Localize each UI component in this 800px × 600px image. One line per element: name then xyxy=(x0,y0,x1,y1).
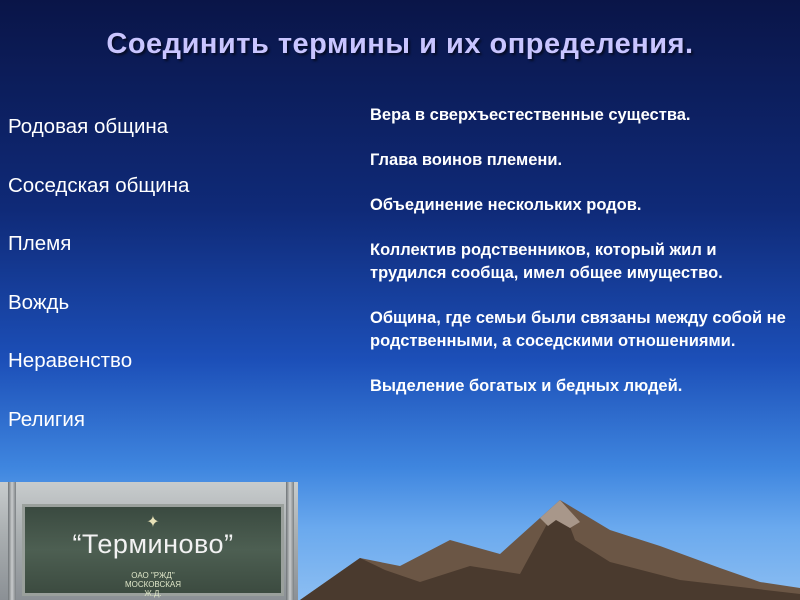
term-item: Религия xyxy=(8,407,85,431)
sign-small-line: Ж.Д. xyxy=(144,589,162,598)
sign-post xyxy=(286,482,294,600)
sign-small-text xyxy=(25,571,281,598)
term-item: Родовая община xyxy=(8,115,169,138)
definition-item: Коллектив родственников, который жил и трудился сообща, имел общее имущество. xyxy=(370,241,723,282)
station-name: “Терминово” xyxy=(72,529,234,559)
term-item: Соседская община xyxy=(8,173,190,197)
definitions-list xyxy=(370,104,790,420)
terms-list xyxy=(8,112,189,463)
winged-emblem-icon: ✦ xyxy=(146,514,160,531)
station-sign-board xyxy=(22,504,284,596)
station-sign-photo xyxy=(0,482,298,600)
sign-small-line: ОАО "РЖД" xyxy=(131,571,175,580)
term-item: Племя xyxy=(8,232,72,255)
definition-item: Вера в сверхъестественные существа. xyxy=(370,106,691,124)
definition-item: Объединение нескольких родов. xyxy=(370,196,642,214)
slide-title: Соединить термины и их определения. xyxy=(106,28,694,60)
definition-item: Глава воинов племени. xyxy=(370,151,563,169)
sign-post xyxy=(8,482,16,600)
sign-small-line: МОСКОВСКАЯ xyxy=(124,580,182,589)
term-item: Вождь xyxy=(8,290,70,314)
definition-item: Выделение богатых и бедных людей. xyxy=(370,377,683,395)
term-item: Неравенство xyxy=(8,349,133,372)
definition-item: Община, где семьи были связаны между собой не родственными, а соседскими отношениями. xyxy=(370,309,786,350)
